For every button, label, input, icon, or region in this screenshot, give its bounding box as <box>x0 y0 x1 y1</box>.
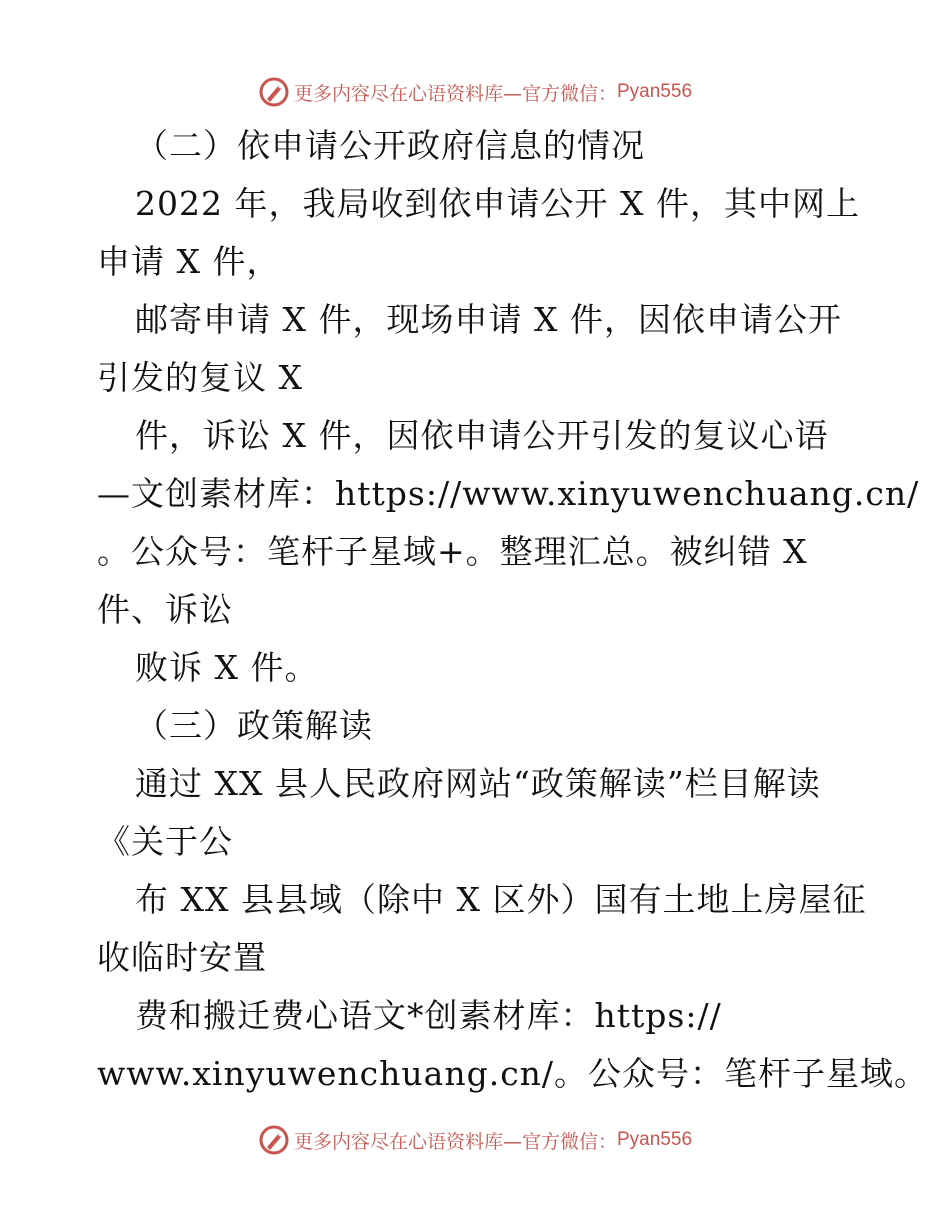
pen-logo-icon <box>258 76 290 108</box>
footer-banner-text: 更多内容尽在心语资料库—官方微信： <box>293 1130 617 1153</box>
header-banner <box>0 72 950 112</box>
paragraph-line: 件，诉讼 X 件，因依申请公开引发的复议心语 <box>135 416 829 455</box>
paragraph-line: —文创素材库：https://www.xinyuwenchuang.cn/ <box>97 474 920 513</box>
paragraph-line: 2022 年，我局收到依申请公开 X 件，其中网上 <box>135 184 860 223</box>
paragraph-line: 。公众号：笔杆子星域+。整理汇总。被纠错 X <box>97 532 808 571</box>
paragraph-line: （二）依申请公开政府信息的情况 <box>135 126 645 165</box>
pen-logo-icon <box>258 1124 290 1156</box>
paragraph-line: 《关于公 <box>97 822 233 861</box>
paragraph-line: www.xinyuwenchuang.cn/。公众号：笔杆子星域。 <box>97 1054 929 1093</box>
paragraph-line: 申请 X 件， <box>97 242 281 281</box>
footer-banner-account: Pyan556 <box>617 1129 693 1150</box>
paragraph-line: 邮寄申请 X 件，现场申请 X 件，因依申请公开 <box>135 300 842 339</box>
footer-banner <box>0 1120 950 1160</box>
document-body <box>97 117 929 1103</box>
paragraph-line: 布 XX 县县域（除中 X 区外）国有土地上房屋征 <box>135 880 867 919</box>
paragraph-line: 通过 XX 县人民政府网站“政策解读”栏目解读 <box>135 764 821 803</box>
paragraph-line: 费和搬迁费心语文*创素材库：https:// <box>135 996 722 1035</box>
paragraph-line: 败诉 X 件。 <box>135 648 319 687</box>
paragraph-line: 引发的复议 X <box>97 358 303 397</box>
paragraph-line: 件、诉讼 <box>97 590 233 629</box>
paragraph-line: 收临时安置 <box>97 938 267 977</box>
header-banner-account: Pyan556 <box>617 81 693 102</box>
section-heading: （三）政策解读 <box>135 706 373 745</box>
header-banner-text: 更多内容尽在心语资料库—官方微信： <box>293 82 617 105</box>
